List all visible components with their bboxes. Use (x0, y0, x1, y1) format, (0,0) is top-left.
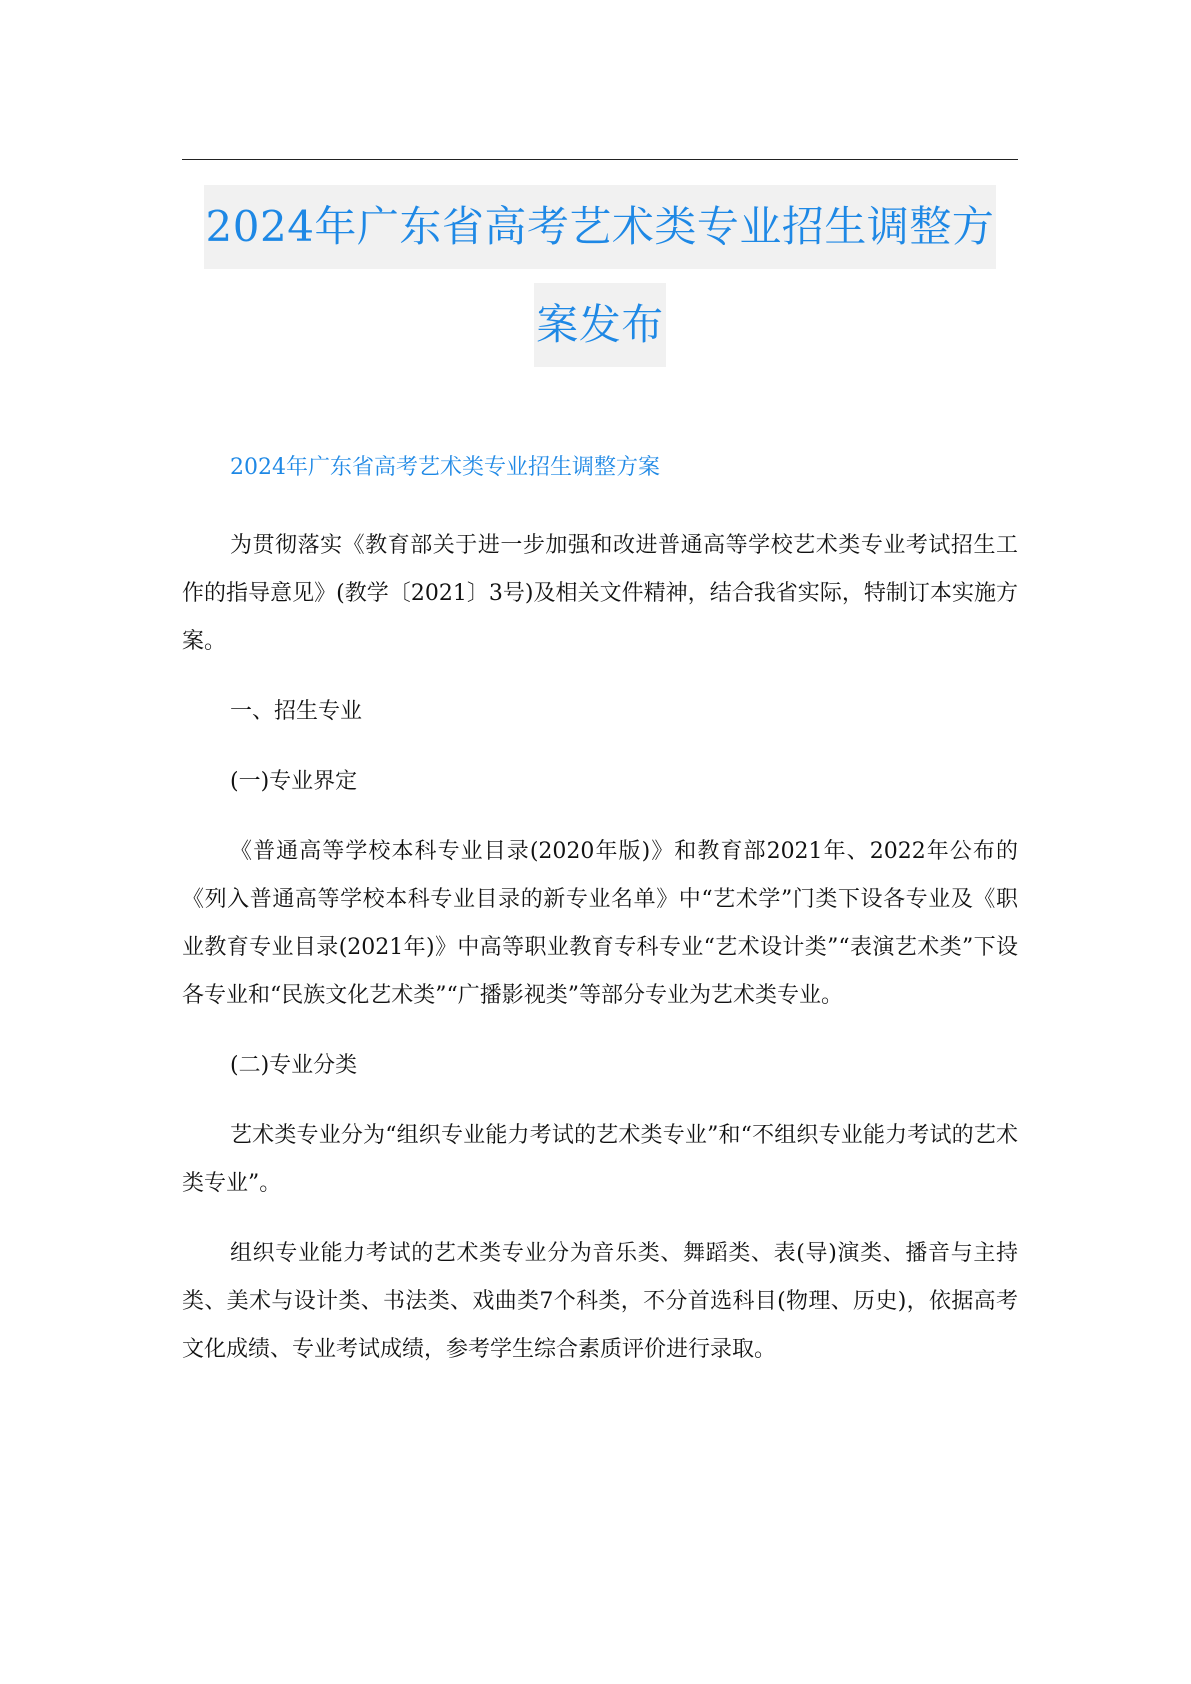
header-rule (182, 159, 1018, 160)
definition-paragraph: 《普通高等学校本科专业目录(2020年版)》和教育部2021年、2022年公布的《列入普通高等学校本科专业目录的新专业名单》中“艺术学”门类下设各专业及《职业教育专业目录(2021年)》中高等职业教育专科专业“艺术设计类”“表演艺术类”下设各专业和“民族文化艺术类”“广播影视类”等部分专业为艺术类专业。 (182, 839, 1018, 1008)
section-heading-recruitment-majors: 一、招生专业 (230, 699, 363, 724)
document-subtitle: 2024年广东省高考艺术类专业招生调整方案 (230, 455, 660, 480)
intro-paragraph: 为贯彻落实《教育部关于进一步加强和改进普通高等学校艺术类专业考试招生工作的指导意见》(教学〔2021〕3号)及相关文件精神，结合我省实际，特制订本实施方案。 (182, 533, 1018, 654)
title-line-1: 2024年广东省高考艺术类专业招生调整方 (204, 185, 997, 269)
exam-categories-paragraph: 组织专业能力考试的艺术类专业分为音乐类、舞蹈类、表(导)演类、播音与主持类、美术与设计类、书法类、戏曲类7个科类，不分首选科目(物理、历史)，依据高考文化成绩、专业考试成绩，参考学生综合素质评价进行录取。 (182, 1241, 1018, 1362)
title-line-2: 案发布 (534, 283, 666, 367)
classification-paragraph: 艺术类专业分为“组织专业能力考试的艺术类专业”和“不组织专业能力考试的艺术类专业”。 (182, 1123, 1018, 1196)
document-title (182, 185, 1018, 367)
subsection-heading-classification: (二)专业分类 (230, 1053, 358, 1078)
document-body (182, 452, 1018, 1396)
subsection-heading-definition: (一)专业界定 (230, 769, 358, 794)
